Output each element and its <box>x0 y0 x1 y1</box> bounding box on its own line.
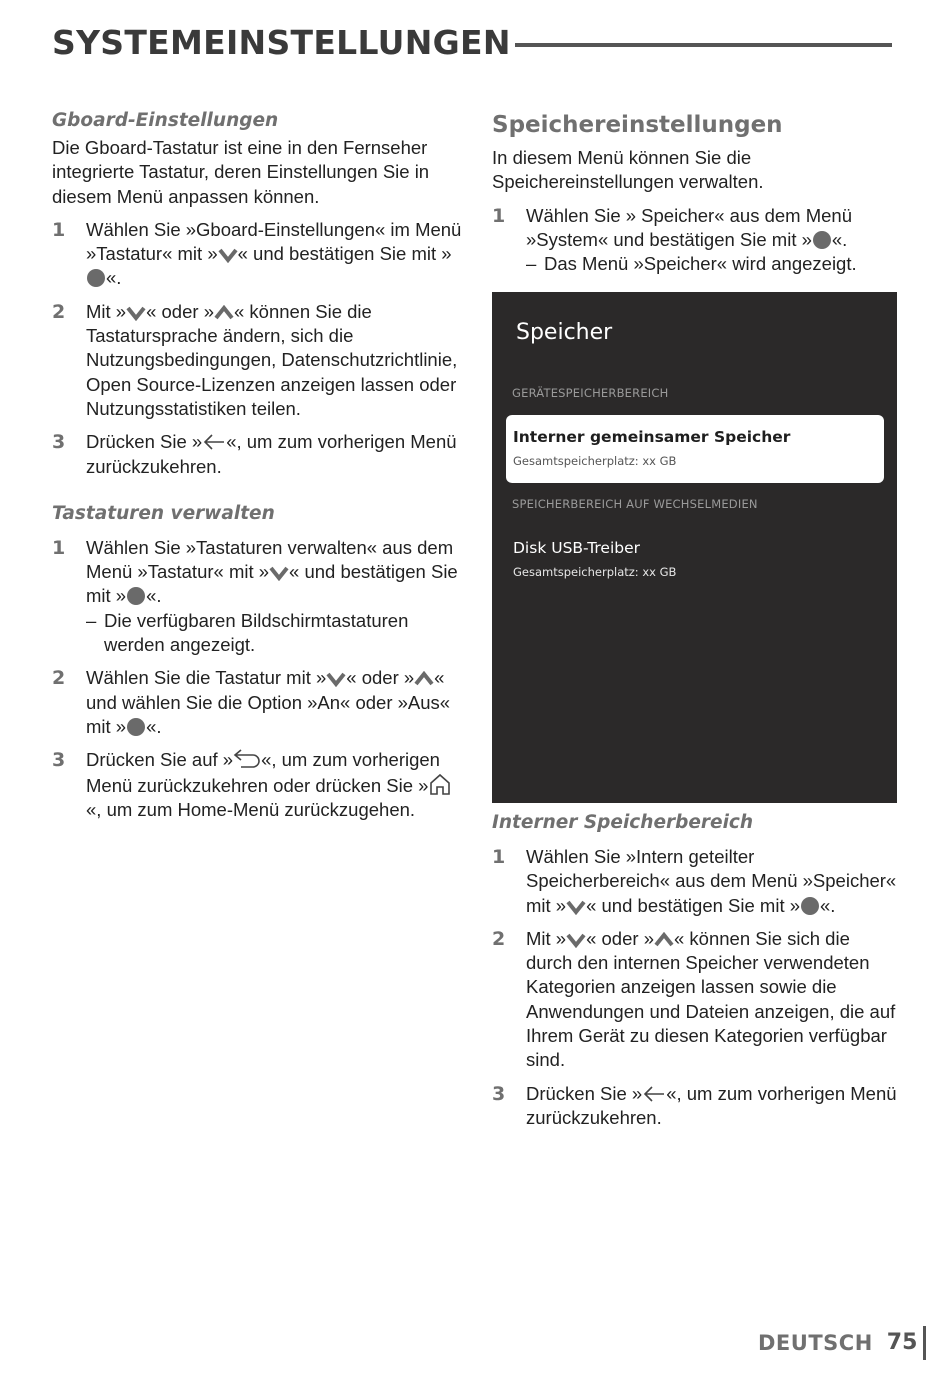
step-number: 2 <box>52 300 66 323</box>
back-arrow-icon <box>642 1085 666 1103</box>
step-number: 3 <box>492 1082 506 1105</box>
tv-item-title: Disk USB-Treiber <box>513 539 641 557</box>
tv-section-device-storage: GERÄTESPEICHERBEREICH <box>512 386 669 400</box>
title-rule <box>515 43 892 47</box>
internal-step-2 <box>492 927 897 1073</box>
step-result: – Das Menü »Speicher« wird angezeigt. <box>526 253 857 275</box>
step-number: 1 <box>52 218 66 241</box>
step-number: 1 <box>492 846 506 868</box>
manage-step-3 <box>52 748 462 822</box>
tv-item-usb-disk[interactable] <box>506 526 884 594</box>
left-column <box>52 108 462 822</box>
step-number: 1 <box>52 536 66 559</box>
step-text: Mit » « oder » « können Sie die Tastatursprache ändern, sich die Nutzungsbedingungen, Datenschutzrichtlinie, Open Source-Lizenzen anzeigen lassen oder Nutzungsstatistiken teilen. <box>86 300 458 419</box>
gboard-step-1 <box>52 218 462 291</box>
gboard-heading: Gboard-Einstellungen <box>52 110 279 131</box>
step-text: Wählen Sie die Tastatur mit » « oder » « und wählen Sie die Option »An« oder »Aus« mit » «. <box>86 667 451 737</box>
tv-section-removable-storage: SPEICHERBEREICH AUF WECHSELMEDIEN <box>512 497 758 511</box>
up-arrow-icon <box>654 932 674 948</box>
step-text: Wählen Sie »Intern geteilter Speicherbereich« aus dem Menü »Speicher« mit » « und bestätigen Sie mit » «. <box>526 846 897 916</box>
down-arrow-icon <box>566 932 586 948</box>
tv-item-internal-storage[interactable] <box>506 415 884 483</box>
page-title: SYSTEMEINSTELLUNGEN <box>52 22 511 62</box>
ok-button-icon <box>87 269 105 287</box>
step-text: Wählen Sie » Speicher« aus dem Menü »System« und bestätigen Sie mit » «. – Das Menü »Speicher« wird angezeigt. <box>526 204 897 277</box>
ok-button-icon <box>127 718 145 736</box>
step-number: 1 <box>492 204 506 227</box>
ok-button-icon <box>801 897 819 915</box>
down-arrow-icon <box>269 565 289 581</box>
tv-storage-screen <box>492 292 897 803</box>
up-arrow-icon <box>214 305 234 321</box>
tv-item-subtitle: Gesamtspeicherplatz: xx GB <box>513 454 677 468</box>
gboard-step-3 <box>52 430 462 479</box>
internal-step-3 <box>492 1082 897 1131</box>
up-arrow-icon <box>414 671 434 687</box>
step-text: Drücken Sie » «, um zum vorherigen Menü zurückzukehren. <box>86 431 457 477</box>
gboard-step-2 <box>52 300 462 421</box>
step-text: Drücken Sie auf » «, um zum vorherigen Menü zurückzukehren oder drücken Sie »«, um zum Home-Menü zurückzugehen. <box>86 748 462 822</box>
ok-button-icon <box>813 231 831 249</box>
step-text: Mit » « oder » « können Sie sich die durch den internen Speicher verwendeten Kategorien anzeigen lassen sowie die Anwendungen und Dateien anzeigen, die auf Ihrem Gerät zu diesen Kategorien verfügbar sind. <box>526 927 896 1071</box>
step-result: – Die verfügbaren Bildschirmtastaturen werden angezeigt. <box>86 609 409 656</box>
gboard-intro: Die Gboard-Tastatur ist eine in den Fernseher integrierte Tastatur, deren Einstellungen Sie in diesem Menü anpassen können. <box>52 137 430 207</box>
page-footer <box>758 1326 926 1360</box>
step-text: Wählen Sie »Tastaturen verwalten« aus dem Menü »Tastatur« mit » « und bestätigen Sie mit » «. – Die verfügbaren Bildschirmtastaturen werden angezeigt. <box>86 536 462 657</box>
tv-item-subtitle: Gesamtspeicherplatz: xx GB <box>513 565 677 579</box>
step-number: 3 <box>52 749 66 772</box>
step-number: 2 <box>52 667 66 690</box>
storage-heading: Speichereinstellungen <box>492 112 783 138</box>
page-header <box>52 18 892 66</box>
tv-screen-title: Speicher <box>516 320 613 345</box>
down-arrow-icon <box>566 899 586 915</box>
home-icon <box>428 773 452 795</box>
storage-step-1 <box>492 204 897 277</box>
step-text: Wählen Sie »Gboard-Einstellungen« im Menü »Tastatur« mit » « und bestätigen Sie mit »«. <box>86 218 462 289</box>
step-number: 2 <box>492 927 506 950</box>
step-number: 3 <box>52 431 66 454</box>
page-number: 75 <box>887 1326 927 1360</box>
storage-intro: In diesem Menü können Sie die Speichereinstellungen verwalten. <box>492 147 764 193</box>
manage-step-1 <box>52 536 462 657</box>
internal-heading: Interner Speicherbereich <box>492 812 754 833</box>
tv-item-title: Interner gemeinsamer Speicher <box>513 428 791 446</box>
manage-heading: Tastaturen verwalten <box>52 502 275 524</box>
internal-step-1 <box>492 845 897 918</box>
return-icon <box>233 749 261 769</box>
footer-language: DEUTSCH <box>758 1331 873 1355</box>
down-arrow-icon <box>126 305 146 321</box>
right-column-top <box>492 108 897 276</box>
down-arrow-icon <box>218 247 238 263</box>
manage-step-2 <box>52 666 462 739</box>
back-arrow-icon <box>202 433 226 451</box>
ok-button-icon <box>127 587 145 605</box>
down-arrow-icon <box>326 671 346 687</box>
step-text: Drücken Sie » «, um zum vorherigen Menü zurückzukehren. <box>526 1082 897 1128</box>
right-column-bottom <box>492 810 897 1130</box>
